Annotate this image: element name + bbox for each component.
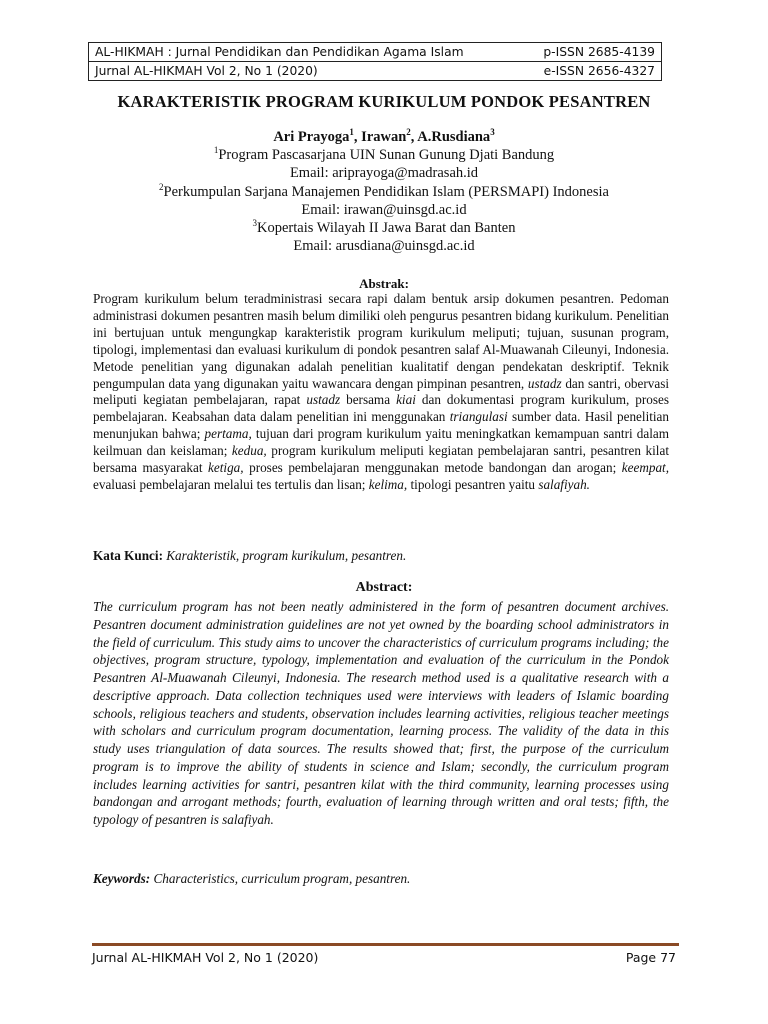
affiliation-2 [0, 183, 768, 201]
keywords-value: Characteristics, curriculum program, pesantren. [150, 871, 411, 886]
abstrak-heading: Abstrak: [359, 276, 409, 291]
author-3-sup: 3 [490, 127, 495, 138]
email-1: Email: ariprayoga@madrasah.id [289, 165, 479, 182]
abstrak-text: tujuan dari program kurikulum yaitu meningkatkan kemampuan santri dalam keilmuan dan keislaman; [93, 426, 669, 459]
abstrak-italic: keempat, [621, 460, 669, 476]
aff-1-text: Program Pascasarjana UIN Sunan Gunung Djati Bandung [218, 147, 555, 164]
journal-header-box [88, 42, 662, 81]
e-issn: e-ISSN 2656-4327 [543, 64, 655, 78]
page-footer [92, 950, 676, 965]
aff-3-sup: 3 [252, 218, 258, 229]
abstrak-text: dan santri, obervasi meliputi kegiatan pembelajaran, rapat [93, 375, 669, 408]
abstract-body: The curriculum program has not been neatly administered in the form of pesantren document archives. Pesantren document administration guidelines are not yet owned by the boarding school administrators in the field of curriculum. This study aims to uncover the characteristics of curriculum programs including; the objectives, program structure, typology, implementation and evaluation of the curriculum in the Pondok Pesantren Al-Muawanah Cileunyi, Indonesia. The research method used is a qualitative research with a descriptive approach. Data collection techniques used were interviews with leaders of Islamic boarding schools, religious teachers and students, observation includes learning activities, religious teacher meetings with scholars and curriculum program documentation, learning process. The validity of the data in this study uses triangulation of data sources. The results showed that; first, the purpose of the curriculum program is to improve the ability of students in science and Islam; secondly, the curriculum program includes learning activities for santri, pesantren kilat with the third community, learning processes using bandongan and arrogant methods; fourth, evaluation of learning through written and oral tests; fifth, the typology of pesantren is salafiyah. [93, 599, 669, 827]
abstrak-text: evaluasi pembelajaran melalui tes tertulis dan lisan; [93, 476, 369, 492]
keywords-label: Keywords: [93, 871, 151, 886]
abstrak-text: sumber data. Hasil penelitian menunjukan bahwa; [93, 409, 670, 442]
abstrak-italic: kelima, [368, 476, 408, 492]
kata-kunci [93, 548, 669, 564]
paper-title: KARAKTERISTIK PROGRAM KURIKULUM PONDOK PESANTREN [117, 92, 651, 111]
abstrak-italic: ketiga, [208, 460, 244, 476]
footer-rule [92, 943, 679, 946]
abstrak-text: tipologi pesantren yaitu [407, 476, 539, 492]
aff-3-text: Kopertais Wilayah II Jawa Barat dan Banten [257, 220, 516, 237]
email-2: Email: irawan@uinsgd.ac.id [301, 201, 467, 218]
author-3: A.Rusdiana [417, 129, 491, 145]
journal-name: AL-HIKMAH : Jurnal Pendidikan dan Pendidikan Agama Islam [95, 45, 464, 59]
journal-volume: Jurnal AL-HIKMAH Vol 2, No 1 (2020) [95, 64, 318, 78]
kata-kunci-value: Karakteristik, program kurikulum, pesantren. [162, 548, 407, 563]
page-number: Page 77 [625, 950, 676, 965]
abstrak-italic: salafiyah. [538, 476, 590, 492]
footer-journal: Jurnal AL-HIKMAH Vol 2, No 1 (2020) [92, 950, 319, 965]
abstrak-text: Program kurikulum belum teradministrasi secara rapi dalam bentuk arsip dokumen pesantren. Pedoman administrasi dokumen pesantren masih belum dimiliki oleh pengurus pesantren bidang kurikulum. Penelitian ini bertujuan untuk mengungkap karakteristik program kurikulum meliputi; tujuan, susunan program, tipologi, implementasi dan evaluasi kurikulum di pondok pesantren salaf Al-Muawanah Cileunyi, Indonesia. Metode penelitian yang digunakan adalah penelitian kualitatif dengan pendekatan deskriptif. Teknik pengumpulan data yang digunakan yaitu wawancara dengan pimpinan pesantren, [93, 291, 669, 391]
abstrak-italic: ustadz [527, 375, 562, 391]
kata-kunci-label: Kata Kunci: [93, 548, 163, 563]
keywords [93, 871, 669, 887]
author-1: Ari Prayoga [273, 129, 350, 145]
author-block [0, 128, 768, 255]
abstrak-text: dan dokumentasi program kurikulum, proses pembelajaran. Keabsahan data dalam penelitian ini menggunakan [93, 392, 669, 425]
author-names: Ari Prayoga$^1$, Irawan$^2$, A.Rusdiana$^3$ [273, 127, 495, 145]
aff-1-sup: 1 [213, 145, 219, 156]
abstrak-body [93, 291, 669, 494]
aff-2-text: Perkumpulan Sarjana Manajemen Pendidikan Islam (PERSMAPI) Indonesia [163, 183, 609, 200]
abstract-heading: Abstract: [355, 580, 413, 595]
abstrak-italic: kedua, [231, 443, 267, 459]
abstrak-text: program kurikulum meliputi kegiatan pembelajaran santri, pesantren kilat bersama masyarakat [93, 443, 669, 476]
abstrak-italic: pertama, [204, 426, 252, 442]
aff-2-sup: 2 [159, 181, 164, 192]
author-2-sup: 2 [406, 127, 411, 138]
affiliation-3 [0, 219, 768, 237]
author-2: Irawan [361, 129, 407, 145]
affiliation-1 [0, 146, 768, 164]
abstrak-text: proses pembelajaran menggunakan metode bandongan dan arogan; [243, 460, 622, 476]
email-3: Email: arusdiana@uinsgd.ac.id [293, 238, 475, 255]
header-row-journal [89, 43, 661, 61]
abstrak-italic: kiai [396, 392, 416, 408]
abstrak-italic: triangulasi [449, 409, 508, 425]
p-issn: p-ISSN 2685-4139 [543, 45, 655, 59]
abstrak-text: bersama [340, 392, 397, 408]
author-1-sup: 1 [349, 127, 354, 138]
abstrak-italic: ustadz [306, 392, 341, 408]
header-row-volume [89, 61, 661, 80]
